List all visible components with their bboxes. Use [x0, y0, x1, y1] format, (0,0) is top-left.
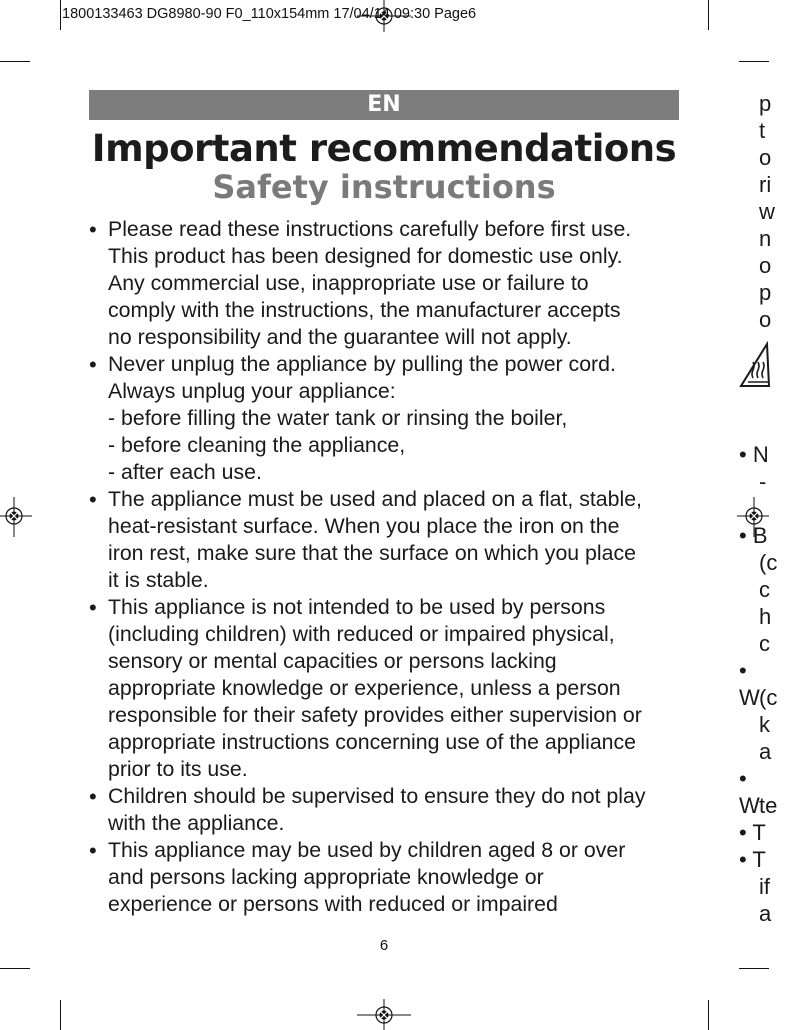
fragment-line: o	[759, 145, 772, 170]
list-item-line: sensory or mental capacities or persons lacking	[108, 649, 557, 673]
list-subitem: - before cleaning the appliance,	[108, 433, 406, 457]
list-subitem: - before filling the water tank or rinsing the boiler,	[108, 406, 568, 430]
list-item-line: Never unplug the appliance by pulling the power cord.	[108, 352, 616, 376]
list-item-line: Children should be supervised to ensure they do not play	[108, 784, 646, 808]
fragment-line: c	[759, 631, 770, 656]
list-item-line: responsible for their safety provides either supervision or	[108, 703, 642, 727]
list-item	[89, 594, 679, 783]
fragment-line: t	[759, 118, 766, 143]
fragment-line: • W	[739, 766, 760, 818]
fragment-line: • T	[739, 820, 766, 845]
crop-mark	[0, 968, 30, 969]
bullet-icon: •	[89, 595, 97, 620]
fragment-line: • W	[739, 658, 760, 710]
registration-mark-icon	[0, 497, 32, 537]
list-item-line: This appliance may be used by children aged 8 or over	[108, 838, 626, 862]
bullet-icon: •	[89, 487, 97, 512]
fragment-line: if	[759, 874, 770, 899]
list-item	[89, 351, 679, 486]
fragment-line: p	[759, 280, 772, 305]
page-title: Important recommendations	[91, 127, 677, 170]
list-item-line: Any commercial use, inappropriate use or failure to	[108, 271, 589, 295]
list-item	[89, 837, 679, 918]
fragment-line: p	[759, 91, 772, 116]
list-item-line: Please read these instructions carefully before first use.	[108, 217, 632, 241]
fragment-line: c	[759, 577, 770, 602]
crop-mark	[739, 61, 769, 62]
crop-mark	[739, 968, 769, 969]
list-item-line: and persons lacking appropriate knowledge or	[108, 865, 544, 889]
fragment-line: • T	[739, 847, 766, 872]
list-item-line: The appliance must be used and placed on a flat, stable,	[108, 487, 642, 511]
language-tab: EN	[89, 90, 679, 120]
fragment-line: o	[759, 253, 772, 278]
list-item-line: it is stable.	[108, 568, 209, 592]
page-number: 6	[379, 937, 389, 954]
fragment-line: • N	[739, 442, 769, 467]
fragment-line: h	[759, 604, 772, 629]
next-page-fragment-top	[759, 90, 789, 333]
bullet-icon: •	[89, 784, 97, 809]
crop-mark	[708, 1000, 709, 1030]
fragment-line: (c	[759, 550, 778, 575]
list-item-line: comply with the instructions, the manufacturer accepts	[108, 298, 621, 322]
list-item-line: no responsibility and the guarantee will not apply.	[108, 325, 572, 349]
fragment-line: ri	[759, 172, 772, 197]
fragment-line: w	[759, 199, 775, 224]
fragment-line: o	[759, 307, 772, 332]
list-item	[89, 216, 679, 351]
fragment-line	[739, 495, 769, 522]
list-item-line: iron rest, make sure that the surface on which you place	[108, 541, 636, 565]
fragment-line: -	[759, 469, 767, 494]
next-page-fragment-bottom	[739, 441, 778, 927]
list-item-line: This product has been designed for domestic use only.	[108, 244, 623, 268]
list-item-line: appropriate instructions concerning use of the appliance	[108, 730, 637, 754]
list-item-line: Always unplug your appliance:	[108, 379, 396, 403]
registration-mark-icon	[357, 999, 411, 1030]
bullet-icon: •	[89, 838, 97, 863]
fragment-line: • B	[739, 523, 768, 548]
crop-mark	[0, 61, 30, 62]
fragment-line: te	[759, 793, 778, 818]
fragment-line: a	[759, 901, 772, 926]
list-item	[89, 783, 679, 837]
list-item-line: appropriate knowledge or experience, unless a person	[108, 676, 621, 700]
safety-instructions-list	[89, 216, 679, 918]
list-item-line: This appliance is not intended to be used by persons	[108, 595, 606, 619]
print-header: 1800133463 DG8980-90 F0_110x154mm 17/04/14 09:30 Page6	[62, 6, 477, 22]
bullet-icon: •	[89, 217, 97, 242]
crop-mark	[60, 0, 61, 30]
bullet-icon: •	[89, 352, 97, 377]
fragment-line: k	[759, 712, 770, 737]
fragment-line: n	[759, 226, 772, 251]
list-item	[89, 486, 679, 594]
list-item-line: heat-resistant surface. When you place the iron on the	[108, 514, 620, 538]
list-item-line: with the appliance.	[108, 811, 285, 835]
list-item-line: experience or persons with reduced or impaired	[108, 892, 558, 916]
fragment-line: (c	[759, 685, 778, 710]
list-subitem: - after each use.	[108, 460, 262, 484]
crop-mark	[708, 0, 709, 30]
fragment-line: a	[759, 739, 772, 764]
crop-mark	[60, 1000, 61, 1030]
hot-surface-warning-icon	[739, 342, 769, 388]
list-item-line: (including children) with reduced or impaired physical,	[108, 622, 615, 646]
list-item-line: prior to its use.	[108, 757, 248, 781]
page-subtitle: Safety instructions	[212, 168, 556, 206]
